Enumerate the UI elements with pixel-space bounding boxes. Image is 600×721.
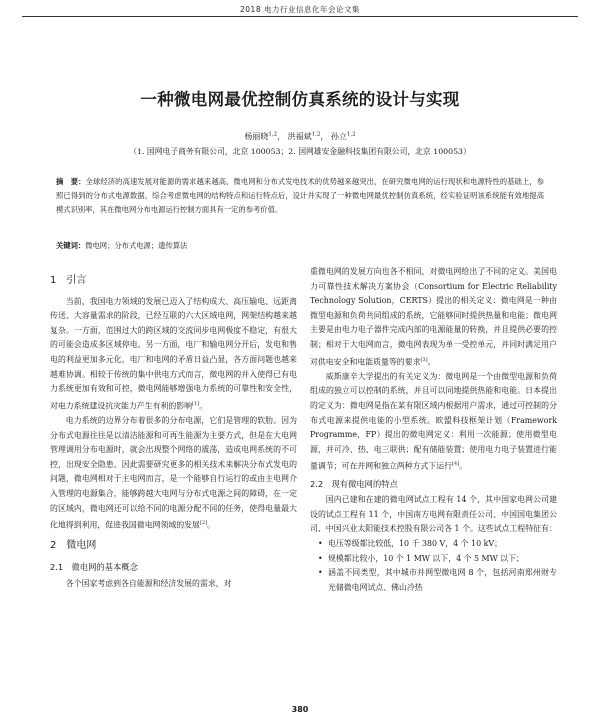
keywords-label: 关键词： — [56, 241, 86, 250]
citation: [4] — [452, 461, 460, 468]
citation: [1] — [192, 400, 200, 407]
paper-title: 一种微电网最优控制仿真系统的设计与实现 — [140, 90, 460, 109]
header-rule — [22, 16, 578, 17]
paragraph-end: 。 — [427, 357, 436, 367]
section-heading: 1 引言 — [50, 275, 87, 286]
subsection-heading: 2.1 微电网的基本概念 — [50, 561, 138, 572]
citation: [2] — [199, 520, 208, 527]
author-separator: ， — [320, 132, 329, 141]
right-column — [310, 265, 557, 595]
paragraph-end: 。 — [199, 401, 208, 411]
paragraph — [310, 265, 557, 370]
author-affil-mark: 1,2 — [311, 131, 321, 138]
author-affil-mark: 1,2 — [268, 131, 278, 138]
feature-list — [310, 537, 557, 595]
paragraph — [50, 295, 297, 414]
citation: [3] — [420, 356, 428, 363]
paragraph — [50, 414, 297, 533]
paragraph-end: 。 — [207, 520, 215, 530]
subsection-heading: 2.2 现有微电网的特点 — [310, 478, 398, 489]
abstract — [56, 175, 544, 217]
author-name: 洪福斌 — [287, 132, 312, 141]
keywords — [56, 241, 544, 251]
paragraph-end: 。 — [459, 461, 468, 471]
page-number: 380 — [291, 705, 309, 714]
author-affil-mark: 1,2 — [346, 131, 356, 138]
keywords-text: 微电网；分布式电源；遗传算法 — [85, 241, 188, 250]
left-column — [50, 268, 297, 591]
paragraph: 国内已建和在建的微电网试点工程有 14 个，其中国家电网公司建设的试点工程有 11 个，中国南方电网有限责任公司、中国国电集团公司、中国兴业太阳能技术控股有限公司各 1 个。这些试点工程特征有： — [310, 495, 557, 534]
affiliation: （1. 国网电子商务有限公司，北京 100053；2. 国网雄安金融科技集团有限公司，北京 100053） — [129, 147, 471, 156]
list-item: • 规模都比较小，10 个 1 MW 以下，4 个 5 MW 以下； — [328, 552, 557, 567]
paragraph-text: 威斯康辛大学提出的有关定义为：微电网是一个由微型电源和负荷组成的独立可以控制的系统，并且可以同地提供热能和电能。日本提出的定义为：微电网是指在某有限区域内根据用户需求，通过可控制的分布式电源来提供电能的小型系统。欧盟科技框架计划（Framework Programme，FP）提出的微电网定义：利用一次能源；使用微型电源，并可冷、热、电三联供；配有储能装置；使用电力电子装置进行能量调节；可在并网和独立两种方式下运行 — [310, 371, 557, 471]
abstract-label: 摘 要： — [56, 177, 86, 186]
author-separator: ， — [277, 132, 286, 141]
author-name: 孙立 — [330, 132, 347, 141]
running-header: 2018 电力行业信息化年会论文集 — [240, 5, 360, 14]
paragraph-text: 电力系统的边界分布着很多的分布电源，它们是管理的软肋。因为分布式电源往往是以清洁能源和可再生能源为主要方式，但是在大电网管理调用分布电源时，就会出现整个网络的震荡，造成电网系统的不可控，出现安全隐患。因此需要研究更多的相关技术来解决分布式发电的问题，微电网相对于主电网而言，是一个能够自行运行的或由主电网介入管理的电源集合，能够跨越大电网与分布式电源之间的障碍，在一定的区域内，微电网还可以给不同的电源分配不同的任务，使得电量最大化地得到利用，促进我国微电网领域的发展 — [50, 415, 297, 530]
paragraph-text: 当前，我国电力领域的发展已迈入了结构成大、高压输电、远距离传送、大容量需求的阶段，已经互联的六大区域电网，网架结构越来越复杂。一方面，范围过大的跨区域的交流同步电网极度不稳定，有很大的可能会造成多区域停电。另一方面，电厂和输电网分开后，发电和售电的利益更加多元化，电厂和电网的矛盾日益凸显，各方面问题也越来越难协调。相较于传统的集中供电方式而言，微电网的并入使得已有电力系统更加有效和可控，微电网能够增强电力系统的可靠性和安全性，对电力系统建设抗灾能力产生有利的影响 — [50, 296, 297, 411]
list-item: • 电压等级都比较低，10 千 380 V，4 个 10 kV； — [328, 537, 557, 552]
paragraph — [310, 370, 557, 475]
paragraph: 各个国家考虑到各自能源和经济发展的需求，对 — [65, 578, 232, 588]
list-item: • 涵盖不同类型，其中城市并网型微电网 8 个，包括河南郑州财专光储微电网试点、佛山冷热 — [328, 566, 557, 595]
author-line — [0, 131, 600, 142]
section-heading: 2 微电网 — [50, 540, 97, 552]
author-name: 杨丽晓 — [244, 132, 269, 141]
paragraph-text: 重微电网的发展方向也各不相同，对微电网给出了不同的定义。美国电力可靠性技术解决方案协会（Consortium for Electric Reliability Technology Solution，CERTS）提出的相关定义：微电网是一种由微型电源和负荷共同组成的系统，它能够同时提供热量和电能；微电网主要是由电力电子器件完成内部的电源能量的转换，并且提供必要的控制；相对于大电网而言，微电网表现为单一受控单元，并同时满足用户对供电安全和电能质量等的要求 — [310, 267, 557, 367]
abstract-text: 全球经济的高速发展对能源的需求越来越高，微电网和分布式发电技术的优势越来越突出，在研究微电网的运行现状和电源特性的基础上，参照已得到的分布式电源数据，综合考虑微电网的结构特点和运行特点后，设计并实现了一种微电网最优控制仿真系统，经实验证明该系统能有效地提高模式识别率，其在微电网分布电源运行控制方面具有一定的参考价值。 — [56, 177, 545, 214]
